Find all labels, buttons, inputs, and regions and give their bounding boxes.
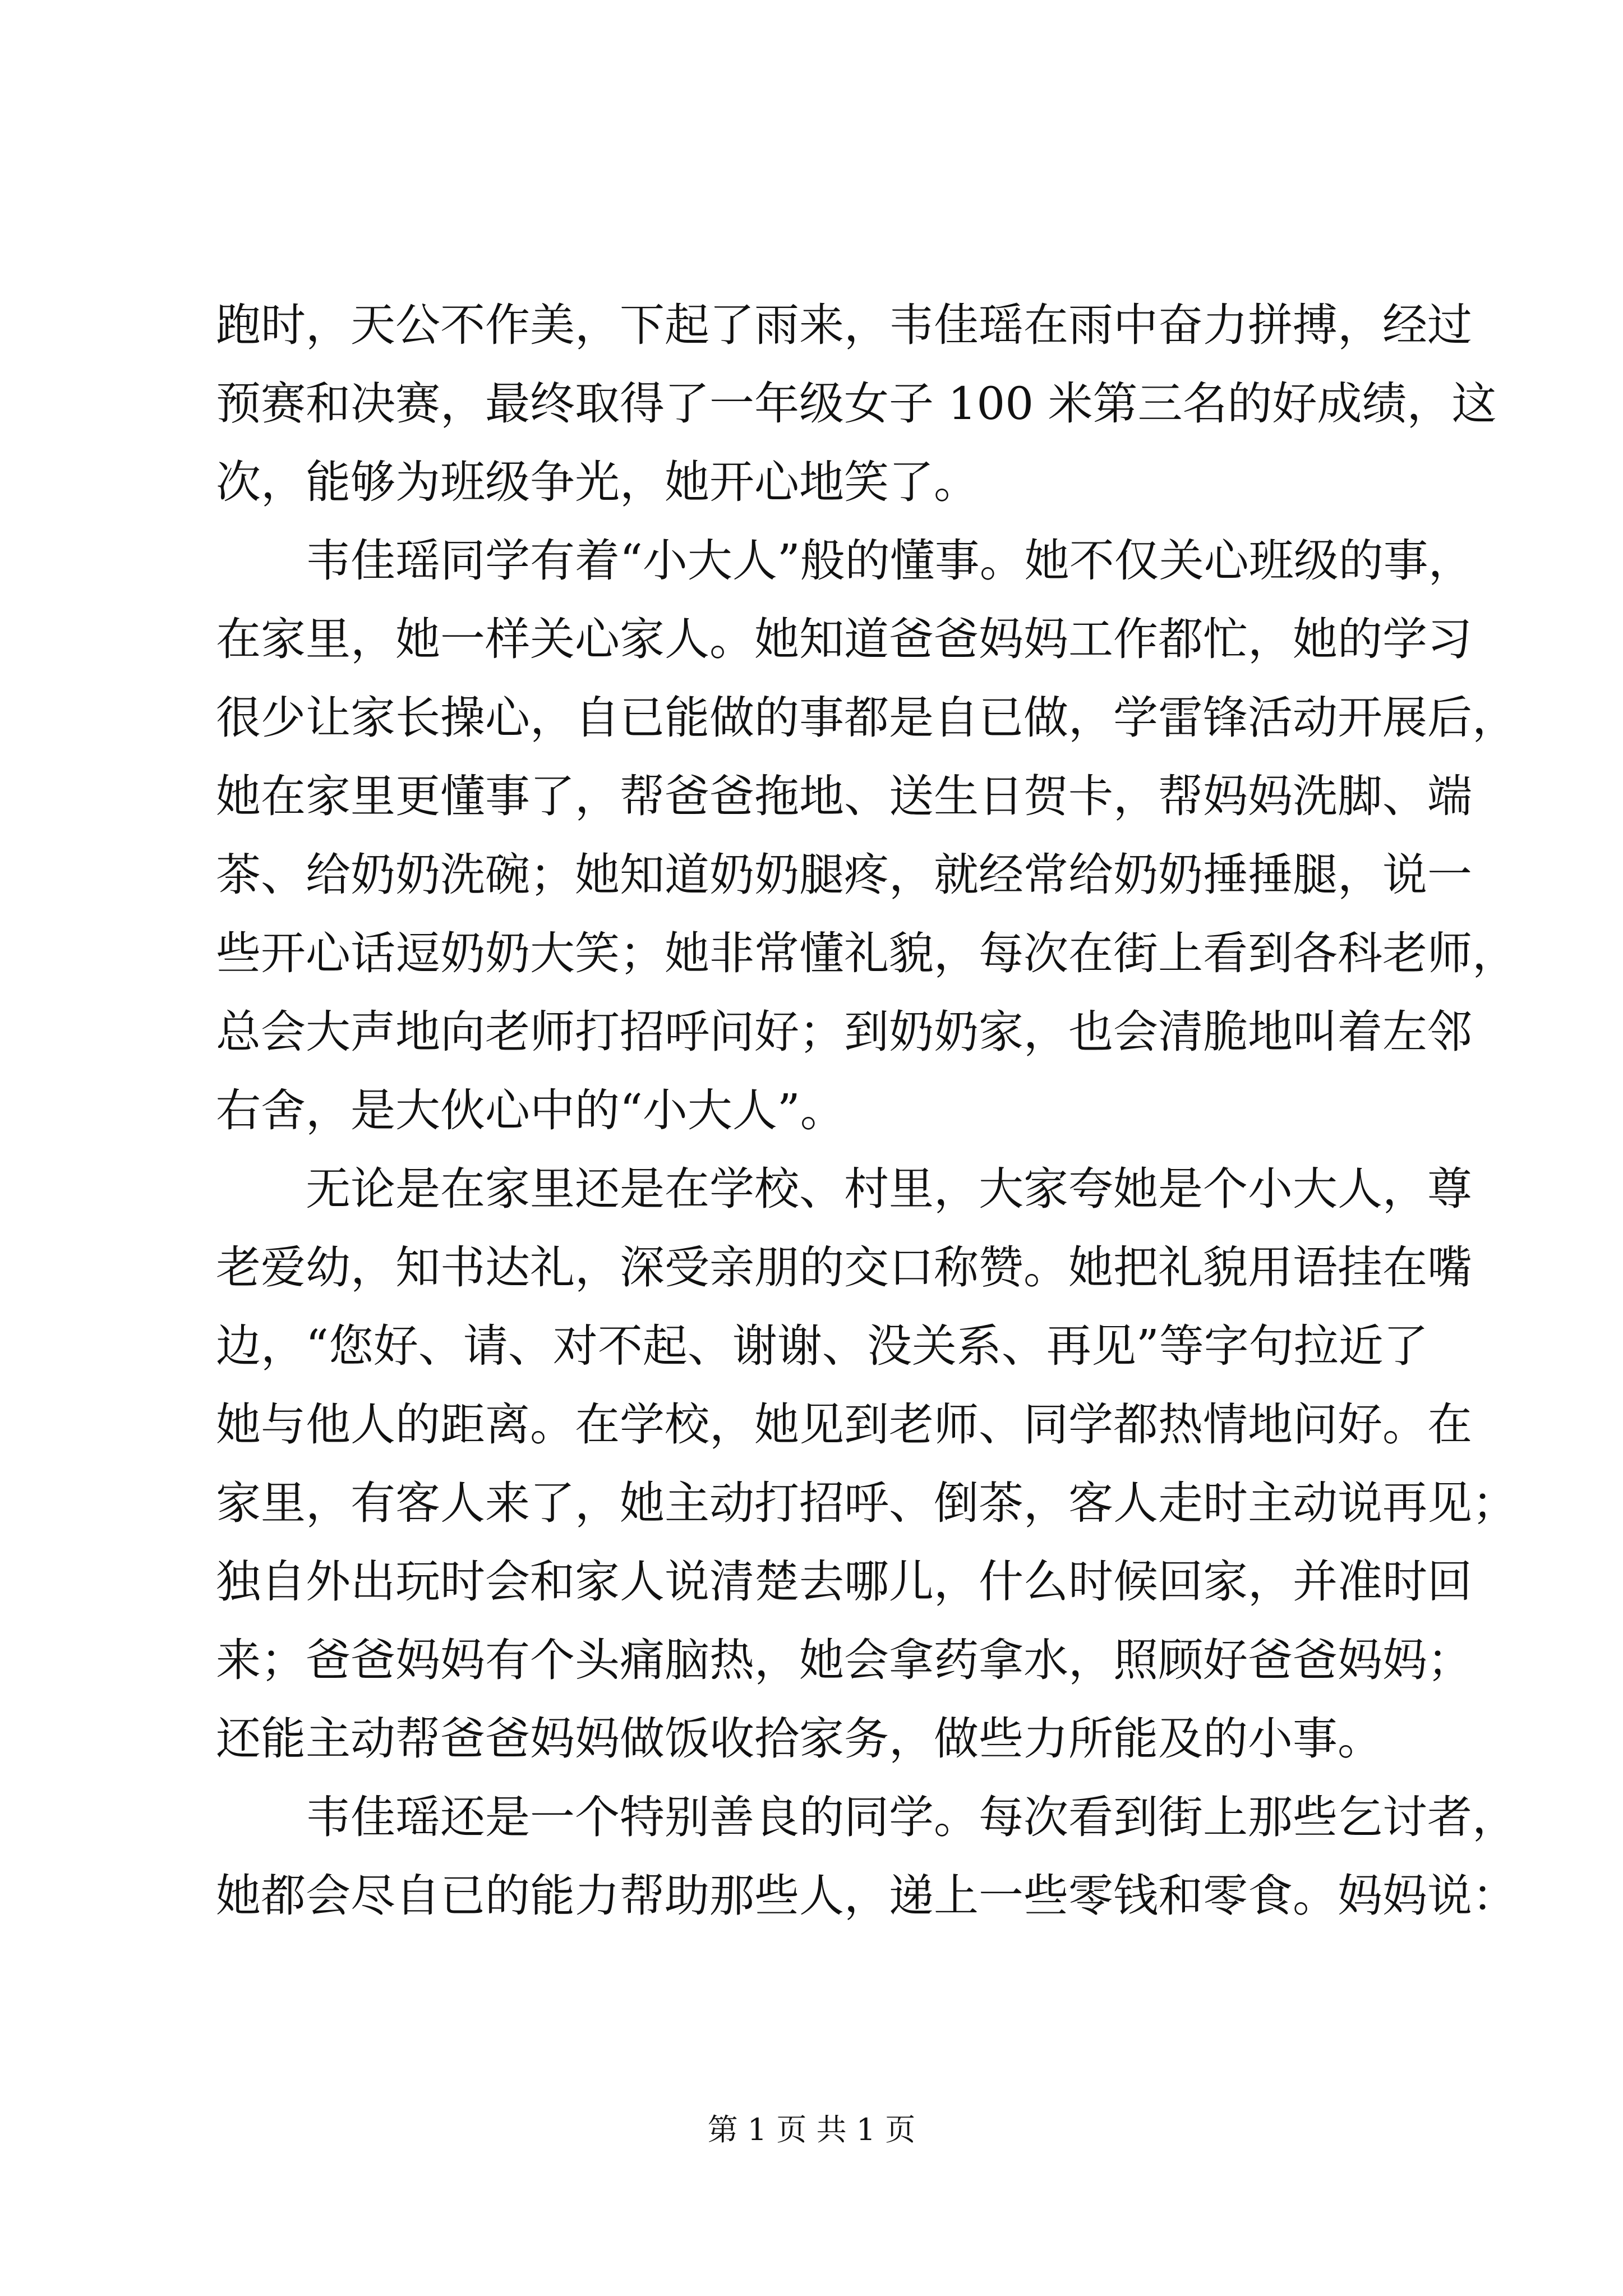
text-line: 茶、给奶奶洗碗；她知道奶奶腿疼，就经常给奶奶捶捶腿，说一 bbox=[216, 849, 1472, 901]
text-line: 很少让家长操心，自已能做的事都是自已做，学雷锋活动开展后， bbox=[216, 692, 1517, 744]
text-line: 来；爸爸妈妈有个头痛脑热，她会拿药拿水，照顾好爸爸妈妈； bbox=[216, 1634, 1472, 1686]
text-line: 跑时，天公不作美，下起了雨来，韦佳瑶在雨中奋力拼搏，经过 bbox=[216, 299, 1472, 351]
page-footer: 第 1 页 共 1 页 bbox=[707, 2112, 916, 2147]
text-line: 次，能够为班级争光，她开心地笑了。 bbox=[216, 456, 979, 508]
text-line: 独自外出玩时会和家人说清楚去哪儿，什么时候回家，并准时回 bbox=[216, 1556, 1472, 1608]
text-line: 还能主动帮爸爸妈妈做饭收拾家务，做些力所能及的小事。 bbox=[216, 1713, 1382, 1765]
text-line: 边，“您好、请、对不起、谢谢、没关系、再见”等字句拉近了 bbox=[216, 1320, 1428, 1372]
text-line: 她在家里更懂事了，帮爸爸拖地、送生日贺卡，帮妈妈洗脚、端 bbox=[216, 770, 1472, 822]
text-line: 预赛和决赛，最终取得了一年级女子 100 米第三名的好成绩，这 bbox=[216, 378, 1497, 430]
text-line: 在家里，她一样关心家人。她知道爸爸妈妈工作都忙，她的学习 bbox=[216, 613, 1472, 665]
text-line: 无论是在家里还是在学校、村里，大家夸她是个小大人，尊 bbox=[306, 1163, 1472, 1215]
text-line: 韦佳瑶还是一个特别善良的同学。每次看到街上那些乞讨者， bbox=[306, 1791, 1517, 1843]
text-line: 总会大声地向老师打招呼问好；到奶奶家，也会清脆地叫着左邻 bbox=[216, 1006, 1472, 1058]
text-line: 韦佳瑶同学有着“小大人”般的懂事。她不仅关心班级的事， bbox=[306, 535, 1473, 587]
text-line: 些开心话逗奶奶大笑；她非常懂礼貌，每次在街上看到各科老师， bbox=[216, 927, 1517, 979]
body-text bbox=[216, 286, 1517, 1935]
text-line: 她都会尽自已的能力帮助那些人，递上一些零钱和零食。妈妈说： bbox=[216, 1870, 1517, 1922]
text-line: 她与他人的距离。在学校，她见到老师、同学都热情地问好。在 bbox=[216, 1398, 1472, 1451]
text-line: 老爱幼，知书达礼，深受亲朋的交口称赞。她把礼貌用语挂在嘴 bbox=[216, 1241, 1472, 1294]
text-line: 右舍，是大伙心中的“小大人”。 bbox=[216, 1084, 845, 1137]
text-line: 家里，有客人来了，她主动打招呼、倒茶，客人走时主动说再见； bbox=[216, 1477, 1517, 1529]
